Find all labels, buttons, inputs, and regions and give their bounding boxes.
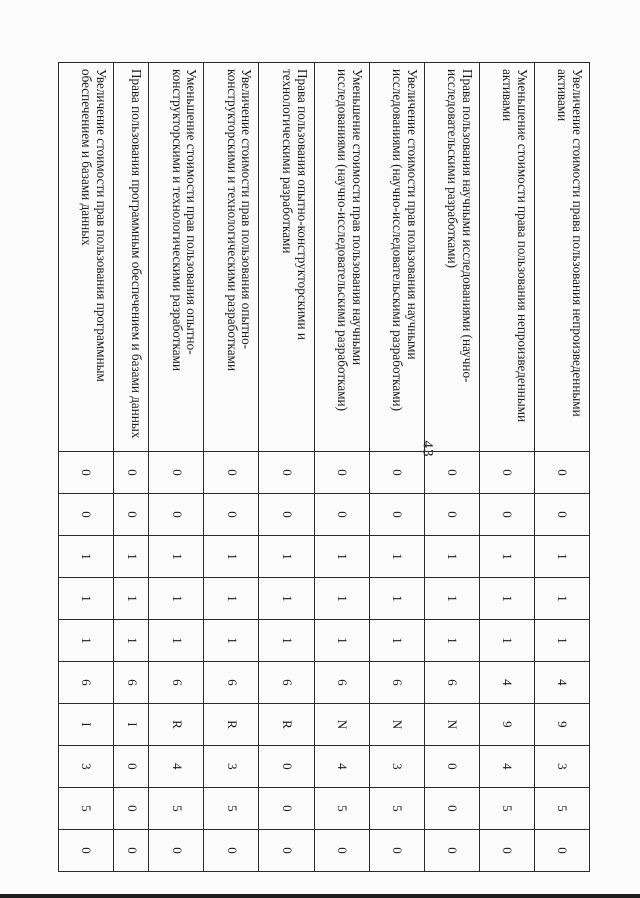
code-digit-cell: 0 <box>259 745 314 787</box>
code-digit-cell: 5 <box>149 787 204 829</box>
code-digit-cell: 1 <box>534 535 589 577</box>
code-digit-cell: 0 <box>259 494 314 536</box>
code-digit-cell: 0 <box>534 452 589 494</box>
code-digit-cell: 6 <box>369 661 424 703</box>
code-digit-cell: 0 <box>114 452 149 494</box>
code-digit-cell: 1 <box>424 619 479 661</box>
table-row <box>59 63 114 872</box>
code-digit-cell: 0 <box>424 452 479 494</box>
page-number: 43 <box>419 440 436 458</box>
row-name-cell: Уменьшение стоимости прав пользования опытно-конструкторскими и технологическими разработками <box>149 63 204 452</box>
code-digit-cell: 0 <box>424 745 479 787</box>
code-digit-cell: N <box>369 703 424 745</box>
code-digit-cell: 0 <box>204 829 259 871</box>
code-digit-cell: 0 <box>204 494 259 536</box>
code-digit-cell: 0 <box>479 452 534 494</box>
code-digit-cell: 0 <box>114 829 149 871</box>
code-digit-cell: 1 <box>59 619 114 661</box>
code-digit-cell: 0 <box>369 452 424 494</box>
code-digit-cell: 4 <box>479 745 534 787</box>
code-digit-cell: 0 <box>114 787 149 829</box>
code-digit-cell: 4 <box>149 745 204 787</box>
code-digit-cell: 0 <box>259 787 314 829</box>
code-digit-cell: 0 <box>534 494 589 536</box>
code-digit-cell: 9 <box>479 703 534 745</box>
code-digit-cell: 6 <box>149 661 204 703</box>
row-name-cell: Уменьшение стоимости права пользования непроизведенными активами <box>479 63 534 452</box>
code-digit-cell: 1 <box>204 619 259 661</box>
table-container <box>58 62 590 872</box>
code-digit-cell: 0 <box>314 452 369 494</box>
code-digit-cell: 0 <box>259 452 314 494</box>
code-digit-cell: 1 <box>369 619 424 661</box>
table-row <box>424 63 479 872</box>
code-digit-cell: 0 <box>259 829 314 871</box>
code-digit-cell: 5 <box>204 787 259 829</box>
code-digit-cell: N <box>424 703 479 745</box>
code-digit-cell: 1 <box>369 535 424 577</box>
row-name-cell: Права пользования научными исследованиями (научно-исследовательскими разработками) <box>424 63 479 452</box>
row-name-cell: Уменьшение стоимости прав пользования научными исследованиями (научно-исследовательскими разработками) <box>314 63 369 452</box>
code-digit-cell: 4 <box>479 661 534 703</box>
code-digit-cell: 5 <box>369 787 424 829</box>
code-digit-cell: 1 <box>259 535 314 577</box>
account-codes-table <box>58 62 590 872</box>
code-digit-cell: 1 <box>59 535 114 577</box>
code-digit-cell: 3 <box>369 745 424 787</box>
code-digit-cell: 1 <box>479 577 534 619</box>
code-digit-cell: 0 <box>149 829 204 871</box>
code-digit-cell: 0 <box>149 494 204 536</box>
table-row <box>479 63 534 872</box>
code-digit-cell: 5 <box>314 787 369 829</box>
code-digit-cell: 1 <box>424 535 479 577</box>
table-row <box>114 63 149 872</box>
code-digit-cell: 1 <box>314 577 369 619</box>
code-digit-cell: 6 <box>204 661 259 703</box>
code-digit-cell: 5 <box>59 787 114 829</box>
code-digit-cell: 0 <box>149 452 204 494</box>
table-row <box>204 63 259 872</box>
code-digit-cell: 1 <box>114 619 149 661</box>
code-digit-cell: 0 <box>59 829 114 871</box>
code-digit-cell: I <box>59 703 114 745</box>
code-digit-cell: 1 <box>114 535 149 577</box>
code-digit-cell: 0 <box>114 494 149 536</box>
code-digit-cell: 1 <box>314 535 369 577</box>
code-digit-cell: 0 <box>424 829 479 871</box>
scan-edge <box>0 894 640 898</box>
code-digit-cell: 5 <box>534 787 589 829</box>
code-digit-cell: 3 <box>534 745 589 787</box>
code-digit-cell: 0 <box>424 494 479 536</box>
row-name-cell: Права пользования опытно-конструкторскими и технологическими разработками <box>259 63 314 452</box>
code-digit-cell: 0 <box>424 787 479 829</box>
code-digit-cell: 1 <box>479 619 534 661</box>
code-digit-cell: 1 <box>59 577 114 619</box>
code-digit-cell: 6 <box>424 661 479 703</box>
code-digit-cell: 1 <box>114 577 149 619</box>
code-digit-cell: 1 <box>479 535 534 577</box>
table-row <box>314 63 369 872</box>
code-digit-cell: 1 <box>424 577 479 619</box>
code-digit-cell: 1 <box>149 577 204 619</box>
code-digit-cell: 0 <box>479 494 534 536</box>
code-digit-cell: 1 <box>369 577 424 619</box>
table-row <box>149 63 204 872</box>
code-digit-cell: 6 <box>114 661 149 703</box>
code-digit-cell: 0 <box>314 494 369 536</box>
table-body <box>59 63 590 872</box>
rotated-table <box>58 62 590 872</box>
code-digit-cell: I <box>114 703 149 745</box>
code-digit-cell: 6 <box>259 661 314 703</box>
code-digit-cell: 4 <box>534 661 589 703</box>
code-digit-cell: 0 <box>369 829 424 871</box>
code-digit-cell: 0 <box>204 452 259 494</box>
code-digit-cell: 1 <box>314 619 369 661</box>
row-name-cell: Увеличение стоимости прав пользования опытно-конструкторскими и технологическими разработками <box>204 63 259 452</box>
table-row <box>259 63 314 872</box>
code-digit-cell: 1 <box>259 577 314 619</box>
code-digit-cell: 0 <box>369 494 424 536</box>
code-digit-cell: 0 <box>114 745 149 787</box>
code-digit-cell: 1 <box>534 577 589 619</box>
code-digit-cell: N <box>314 703 369 745</box>
code-digit-cell: 0 <box>534 829 589 871</box>
code-digit-cell: 3 <box>59 745 114 787</box>
code-digit-cell: 1 <box>149 619 204 661</box>
code-digit-cell: 0 <box>479 829 534 871</box>
code-digit-cell: R <box>149 703 204 745</box>
code-digit-cell: 0 <box>314 829 369 871</box>
code-digit-cell: 1 <box>149 535 204 577</box>
code-digit-cell: 1 <box>204 535 259 577</box>
code-digit-cell: R <box>204 703 259 745</box>
code-digit-cell: 3 <box>204 745 259 787</box>
code-digit-cell: 6 <box>314 661 369 703</box>
code-digit-cell: 6 <box>59 661 114 703</box>
code-digit-cell: 0 <box>59 494 114 536</box>
code-digit-cell: 0 <box>59 452 114 494</box>
code-digit-cell: 4 <box>314 745 369 787</box>
row-name-cell: Увеличение стоимости права пользования непроизведенными активами <box>534 63 589 452</box>
code-digit-cell: 1 <box>204 577 259 619</box>
code-digit-cell: 1 <box>534 619 589 661</box>
row-name-cell: Увеличение стоимости прав пользования научными исследованиями (научно-исследовательскими разработками) <box>369 63 424 452</box>
table-row <box>369 63 424 872</box>
code-digit-cell: 1 <box>259 619 314 661</box>
row-name-cell: Права пользования программным обеспечением и базами данных <box>114 63 149 452</box>
code-digit-cell: 9 <box>534 703 589 745</box>
row-name-cell: Увеличение стоимости прав пользования программным обеспечением и базами данных <box>59 63 114 452</box>
table-row <box>534 63 589 872</box>
code-digit-cell: R <box>259 703 314 745</box>
code-digit-cell: 5 <box>479 787 534 829</box>
